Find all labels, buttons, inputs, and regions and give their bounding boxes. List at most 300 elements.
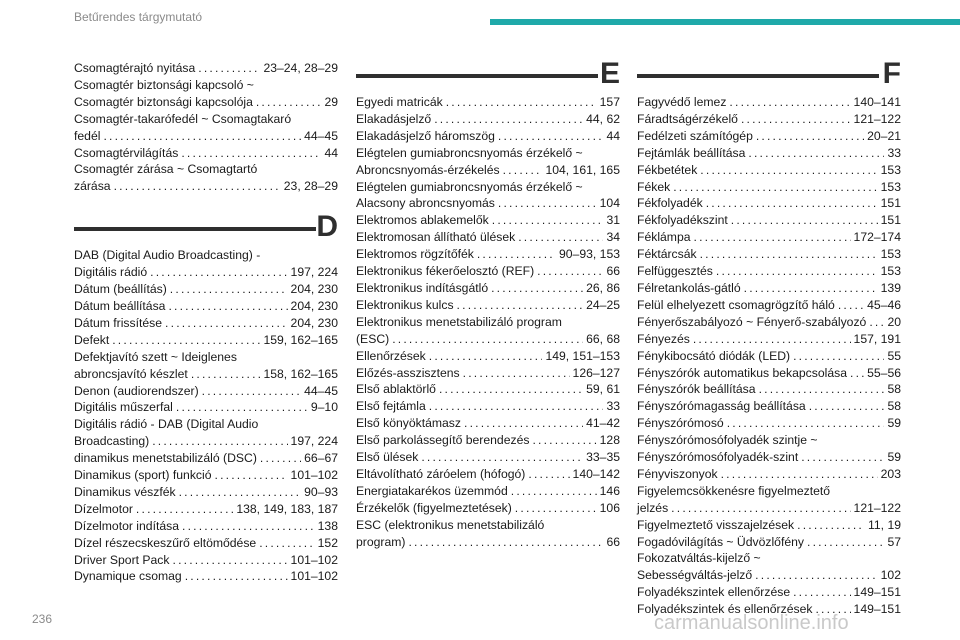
entry-pages: 44–45 xyxy=(304,383,338,398)
index-column-left xyxy=(74,60,338,585)
dot-leader xyxy=(693,331,851,348)
entry-pages: 58 xyxy=(887,399,901,414)
dot-leader xyxy=(491,280,583,297)
index-entry xyxy=(74,484,338,501)
index-entry xyxy=(74,552,338,569)
entry-pages: 57 xyxy=(887,534,901,549)
index-entry xyxy=(356,94,620,111)
entry-pages: 149, 151–153 xyxy=(545,348,620,363)
index-entry xyxy=(637,297,901,314)
entry-term: Alacsony abroncsnyomás xyxy=(356,196,495,211)
index-entry xyxy=(637,145,901,162)
dot-leader xyxy=(408,534,603,551)
entry-pages: 121–122 xyxy=(853,111,901,126)
entry-term: Energiatakarékos üzemmód xyxy=(356,483,508,498)
dot-leader xyxy=(439,381,583,398)
entry-pages: 66–67 xyxy=(304,451,338,466)
dot-leader xyxy=(511,483,597,500)
entry-term: Dízel részecskeszűrő eltömődése xyxy=(74,535,257,550)
entry-pages: 153 xyxy=(880,162,901,177)
entry-pages: 204, 230 xyxy=(290,315,338,330)
dot-leader xyxy=(191,366,261,383)
entry-pages: 24–25 xyxy=(586,297,620,312)
section-letter-e: E xyxy=(599,57,620,90)
entry-pages: 106 xyxy=(599,500,620,515)
section-header-e xyxy=(356,56,620,92)
entry-pages: 90–93, 153 xyxy=(559,247,620,262)
dot-leader xyxy=(215,467,288,484)
entry-pages: 59 xyxy=(887,416,901,431)
dot-leader xyxy=(741,111,851,128)
entry-term: Csomagtér biztonsági kapcsolója xyxy=(74,94,253,109)
dot-leader xyxy=(700,162,877,179)
dot-leader xyxy=(793,584,850,601)
section-rule xyxy=(74,227,316,231)
entry-term: (ESC) xyxy=(356,331,390,346)
index-entry xyxy=(356,483,620,500)
entry-term: Csomagtérvilágítás xyxy=(74,145,179,160)
entry-term: fedél xyxy=(74,128,101,143)
index-entry xyxy=(356,466,620,483)
entry-term: Fényviszonyok xyxy=(637,466,718,481)
entry-term: Fényszórómagasság beállítása xyxy=(637,399,806,414)
entry-pages: 149–151 xyxy=(853,585,901,600)
entry-term: Fényerőszabályozó ~ Fényerő-szabályozó xyxy=(637,314,867,329)
index-entry-line: Defektjavító szett ~ Ideiglenes xyxy=(74,349,237,364)
index-entry xyxy=(74,467,338,484)
dot-leader xyxy=(464,415,583,432)
entry-term: Fényezés xyxy=(637,331,690,346)
index-entry xyxy=(74,568,338,585)
entry-pages: 139 xyxy=(880,280,901,295)
dot-leader xyxy=(114,178,281,195)
index-entry xyxy=(356,263,620,280)
index-entry xyxy=(637,246,901,263)
entry-pages: 29 xyxy=(324,94,338,109)
entry-term: Fedélzeti számítógép xyxy=(637,128,753,143)
index-list-e xyxy=(356,94,620,550)
index-entry-line: Csomagtér-takarófedél ~ Csomagtakaró xyxy=(74,111,292,126)
entry-pages: 152 xyxy=(317,535,338,550)
index-entry xyxy=(356,297,620,314)
index-entry xyxy=(356,111,620,128)
entry-term: Fékfolyadékszint xyxy=(637,213,728,228)
index-entry xyxy=(356,348,620,365)
index-entry xyxy=(74,264,338,281)
entry-pages: 121–122 xyxy=(853,500,901,515)
dot-leader xyxy=(498,195,597,212)
entry-pages: 157, 191 xyxy=(853,331,901,346)
entry-term: Első fejtámla xyxy=(356,399,426,414)
entry-term: Fáradtságérzékelő xyxy=(637,111,738,126)
entry-term: Érzékelők (figyelmeztetések) xyxy=(356,500,512,515)
entry-term: Defekt xyxy=(74,332,110,347)
entry-pages: 104 xyxy=(599,196,620,211)
index-entry-line: Elégtelen gumiabroncsnyomás érzékelő ~ xyxy=(356,145,583,160)
entry-term: Fénykibocsátó diódák (LED) xyxy=(637,348,791,363)
index-entry xyxy=(74,399,338,416)
index-entry xyxy=(637,128,901,145)
index-entry xyxy=(74,501,338,518)
dot-leader xyxy=(673,179,877,196)
entry-term: Egyedi matricák xyxy=(356,95,443,109)
entry-pages: 172–174 xyxy=(853,230,901,245)
entry-pages: 138 xyxy=(317,518,338,533)
entry-term: Elakadásjelző xyxy=(356,111,432,126)
index-entry xyxy=(356,500,620,517)
entry-term: Fényszórómosó xyxy=(637,416,724,431)
entry-pages: 104, 161, 165 xyxy=(545,162,620,177)
index-entry xyxy=(356,246,620,263)
index-entry xyxy=(637,94,901,111)
dot-leader xyxy=(150,264,287,281)
index-entry xyxy=(356,128,620,145)
entry-term: Fényszórók automatikus bekapcsolása xyxy=(637,365,848,380)
entry-term: zárása xyxy=(74,179,111,194)
entry-pages: 151 xyxy=(880,196,901,211)
dot-leader xyxy=(869,314,884,331)
entry-pages: 197, 224 xyxy=(290,434,338,449)
entry-term: jelzés xyxy=(637,500,669,515)
entry-pages: 66, 68 xyxy=(586,331,620,346)
index-entry xyxy=(74,281,338,298)
entry-term: Fékfolyadék xyxy=(637,196,703,211)
entry-pages: 140–142 xyxy=(572,466,620,481)
entry-pages: 66 xyxy=(606,264,620,279)
dot-leader xyxy=(801,449,884,466)
entry-pages: 151 xyxy=(880,213,901,228)
entry-pages: 153 xyxy=(880,247,901,262)
index-entry xyxy=(356,398,620,415)
entry-pages: 33–35 xyxy=(586,450,620,465)
index-entry xyxy=(356,534,620,551)
entry-term: Folyadékszintek és ellenőrzések xyxy=(637,602,813,617)
entry-term: Denon (audiorendszer) xyxy=(74,383,199,398)
entry-term: Féklámpa xyxy=(637,230,691,245)
index-entry xyxy=(637,415,901,432)
dot-leader xyxy=(185,568,288,585)
dot-leader xyxy=(477,246,556,263)
dot-leader xyxy=(498,128,604,145)
entry-term: Figyelmeztető visszajelzések xyxy=(637,517,795,532)
index-entry xyxy=(637,500,901,517)
entry-term: Eltávolítható záróelem (hófogó) xyxy=(356,466,526,481)
entry-pages: 204, 230 xyxy=(290,298,338,313)
dot-leader xyxy=(706,195,878,212)
index-entry-line: Csomagtér biztonsági kapcsoló ~ xyxy=(74,77,254,92)
index-entry xyxy=(356,365,620,382)
index-entry xyxy=(74,145,338,162)
dot-leader xyxy=(202,383,301,400)
dot-leader xyxy=(179,484,302,501)
dot-leader xyxy=(457,297,584,314)
index-entry-line: Digitális rádió - DAB (Digital Audio xyxy=(74,417,259,432)
entry-term: Elektromos ablakemelők xyxy=(356,213,489,228)
dot-leader xyxy=(700,246,878,263)
entry-pages: 45–46 xyxy=(867,297,901,312)
entry-pages: 158, 162–165 xyxy=(263,366,338,381)
entry-term: Elektronikus fékerőelosztó (REF) xyxy=(356,264,535,279)
entry-pages: 59, 61 xyxy=(586,382,620,397)
dot-leader xyxy=(182,518,315,535)
section-letter-d: D xyxy=(316,210,338,244)
dot-leader xyxy=(429,348,543,365)
index-entry xyxy=(637,162,901,179)
index-entry-line: Elektronikus menetstabilizáló program xyxy=(356,314,562,329)
index-entry xyxy=(637,534,901,551)
dot-leader xyxy=(744,280,878,297)
entry-pages: 146 xyxy=(599,483,620,498)
index-entry xyxy=(637,212,901,229)
index-list-d xyxy=(74,247,338,585)
entry-term: program) xyxy=(356,534,406,549)
index-entry xyxy=(637,263,901,280)
entry-term: Dynamique csomag xyxy=(74,569,182,584)
entry-pages: 33 xyxy=(606,399,620,414)
entry-pages: 34 xyxy=(606,230,620,245)
index-column-right xyxy=(637,56,901,618)
index-entry xyxy=(74,332,338,349)
header-accent-bar xyxy=(490,19,960,25)
entry-term: Előzés-asszisztens xyxy=(356,365,460,380)
entry-pages: 66 xyxy=(606,534,620,549)
entry-pages: 23–24, 28–29 xyxy=(263,61,338,75)
index-entry xyxy=(637,466,901,483)
dot-leader xyxy=(809,398,885,415)
dot-leader xyxy=(838,297,864,314)
entry-pages: 90–93 xyxy=(304,484,338,499)
dot-leader xyxy=(756,128,864,145)
dot-leader xyxy=(181,145,321,162)
index-entry xyxy=(637,517,901,534)
entry-term: Dinamikus vészfék xyxy=(74,484,176,499)
dot-leader xyxy=(759,381,885,398)
entry-pages: 59 xyxy=(887,450,901,465)
index-entry xyxy=(356,415,620,432)
dot-leader xyxy=(793,348,884,365)
index-entry xyxy=(74,366,338,383)
entry-pages: 55–56 xyxy=(867,365,901,380)
entry-term: Elektromosan állítható ülések xyxy=(356,230,516,245)
header-title: Betűrendes tárgymutató xyxy=(74,10,203,24)
entry-pages: 55 xyxy=(887,348,901,363)
index-entry xyxy=(356,195,620,212)
entry-term: Dátum beállítása xyxy=(74,298,166,313)
dot-leader xyxy=(731,212,878,229)
entry-term: Dízelmotor xyxy=(74,501,133,516)
entry-pages: 128 xyxy=(599,433,620,448)
entry-term: Ellenőrzések xyxy=(356,348,426,363)
dot-leader xyxy=(256,94,322,111)
index-entry-line: Elégtelen gumiabroncsnyomás érzékelő ~ xyxy=(356,179,583,194)
entry-term: Broadcasting) xyxy=(74,434,150,449)
dot-leader xyxy=(807,534,884,551)
section-rule xyxy=(356,74,598,78)
index-entry-line: ESC (elektronikus menetstabilizáló xyxy=(356,517,545,532)
entry-pages: 44, 62 xyxy=(586,111,620,126)
index-entry-line: DAB (Digital Audio Broadcasting) - xyxy=(74,248,261,263)
dot-leader xyxy=(729,94,850,111)
entry-term: Első parkolássegítő berendezés xyxy=(356,433,530,448)
entry-pages: 203 xyxy=(880,466,901,481)
entry-term: Folyadékszintek ellenőrzése xyxy=(637,585,791,600)
index-entry xyxy=(74,315,338,332)
entry-pages: 102 xyxy=(880,568,901,583)
entry-pages: 11, 19 xyxy=(868,517,901,532)
dot-leader xyxy=(528,466,569,483)
entry-pages: 33 xyxy=(887,145,901,160)
index-entry xyxy=(637,229,901,246)
dot-leader xyxy=(434,111,583,128)
entry-term: Felül elhelyezett csomagrögzítő háló xyxy=(637,297,835,312)
index-entry xyxy=(74,178,338,195)
dot-leader xyxy=(515,500,597,517)
index-list-f xyxy=(637,94,901,618)
index-entry xyxy=(637,348,901,365)
dot-leader xyxy=(429,398,604,415)
entry-pages: 138, 149, 183, 187 xyxy=(236,501,338,516)
entry-pages: 26, 86 xyxy=(586,280,620,295)
index-entry xyxy=(356,162,620,179)
index-entry xyxy=(637,195,901,212)
entry-term: Sebességváltás-jelző xyxy=(637,568,753,583)
dot-leader xyxy=(112,332,260,349)
dot-leader xyxy=(103,128,301,145)
index-entry xyxy=(74,535,338,552)
entry-term: Fagyvédő lemez xyxy=(637,95,727,109)
index-entry-line: Fokozatváltás-kijelző ~ xyxy=(637,551,761,566)
index-entry xyxy=(74,433,338,450)
dot-leader xyxy=(721,466,878,483)
section-rule xyxy=(637,74,879,78)
section-header-d xyxy=(74,209,338,245)
entry-term: Dátum (beállítás) xyxy=(74,282,167,297)
dot-leader xyxy=(532,432,596,449)
dot-leader xyxy=(168,298,287,315)
entry-pages: 159, 162–165 xyxy=(263,332,338,347)
index-entry xyxy=(637,179,901,196)
entry-pages: 101–102 xyxy=(290,552,338,567)
entry-pages: 140–141 xyxy=(853,95,901,109)
dot-leader xyxy=(392,331,583,348)
entry-term: Dátum frissítése xyxy=(74,315,163,330)
entry-pages: 126–127 xyxy=(572,365,620,380)
entry-pages: 20–21 xyxy=(867,128,901,143)
index-entry xyxy=(637,365,901,382)
entry-pages: 204, 230 xyxy=(290,282,338,297)
entry-term: Elektronikus indításgátló xyxy=(356,280,489,295)
entry-pages: 58 xyxy=(887,382,901,397)
entry-pages: 41–42 xyxy=(586,416,620,431)
entry-term: Fejtámlák beállítása xyxy=(637,145,746,160)
page-number: 236 xyxy=(32,612,53,626)
index-entry xyxy=(356,212,620,229)
entry-term: Dinamikus (sport) funkció xyxy=(74,468,212,483)
entry-term: Első ablaktörlő xyxy=(356,382,436,397)
dot-leader xyxy=(797,517,865,534)
dot-leader xyxy=(727,415,885,432)
entry-term: Első ülések xyxy=(356,450,419,465)
entry-term: Félretankolás-gátló xyxy=(637,280,741,295)
index-entry-line: Csomagtér zárása ~ Csomagtartó xyxy=(74,162,258,177)
index-entry xyxy=(637,398,901,415)
dot-leader xyxy=(136,501,233,518)
dot-leader xyxy=(492,212,604,229)
dot-leader xyxy=(170,281,288,298)
entry-pages: 149–151 xyxy=(853,602,901,617)
dot-leader xyxy=(503,162,543,179)
entry-pages: 44 xyxy=(606,128,620,143)
entry-pages: 20 xyxy=(887,314,901,329)
dot-leader xyxy=(748,145,884,162)
index-entry xyxy=(637,111,901,128)
entry-term: Elakadásjelző háromszög xyxy=(356,128,495,143)
index-entry-line: Fényszórómosófolyadék szintje ~ xyxy=(637,433,818,448)
entry-pages: 101–102 xyxy=(290,569,338,584)
dot-leader xyxy=(173,552,288,569)
dot-leader xyxy=(463,365,570,382)
index-entry xyxy=(74,298,338,315)
entry-pages: 157 xyxy=(599,95,620,109)
dot-leader xyxy=(198,60,260,77)
index-entry xyxy=(637,280,901,297)
dot-leader xyxy=(446,94,597,111)
dot-leader xyxy=(260,450,301,467)
entry-term: Fényszórók beállítása xyxy=(637,382,756,397)
entry-term: dinamikus menetstabilizáló (DSC) xyxy=(74,451,257,466)
entry-term: abroncsjavító készlet xyxy=(74,366,188,381)
entry-pages: 44 xyxy=(324,145,338,160)
index-list-c xyxy=(74,60,338,195)
dot-leader xyxy=(537,263,603,280)
index-entry xyxy=(356,432,620,449)
entry-term: Driver Sport Pack xyxy=(74,552,170,567)
entry-term: Digitális műszerfal xyxy=(74,400,173,415)
dot-leader xyxy=(259,535,314,552)
entry-term: Felfüggesztés xyxy=(637,264,713,279)
dot-leader xyxy=(850,365,864,382)
index-entry xyxy=(74,518,338,535)
entry-term: Fékek xyxy=(637,179,671,194)
entry-pages: 197, 224 xyxy=(290,265,338,280)
index-entry xyxy=(356,331,620,348)
index-entry xyxy=(637,331,901,348)
entry-term: Elektromos rögzítőfék xyxy=(356,247,474,262)
entry-pages: 101–102 xyxy=(290,468,338,483)
index-entry xyxy=(356,381,620,398)
entry-pages: 44–45 xyxy=(304,128,338,143)
dot-leader xyxy=(165,315,288,332)
index-entry xyxy=(74,128,338,145)
entry-term: Csomagtérajtó nyitása xyxy=(74,61,196,75)
entry-term: Digitális rádió xyxy=(74,265,148,280)
entry-term: Abroncsnyomás-érzékelés xyxy=(356,162,500,177)
index-entry xyxy=(637,314,901,331)
watermark: carmanualsonline.info xyxy=(654,612,849,634)
section-letter-f: F xyxy=(882,57,901,90)
index-entry xyxy=(74,60,338,77)
entry-pages: 9–10 xyxy=(310,400,338,415)
index-entry xyxy=(74,450,338,467)
index-entry xyxy=(356,449,620,466)
index-entry xyxy=(74,94,338,111)
entry-term: Féktárcsák xyxy=(637,247,697,262)
dot-leader xyxy=(421,449,583,466)
index-column-middle xyxy=(356,56,620,550)
index-entry xyxy=(637,449,901,466)
entry-term: Fékbetétek xyxy=(637,162,698,177)
entry-term: Első könyöktámasz xyxy=(356,416,461,431)
